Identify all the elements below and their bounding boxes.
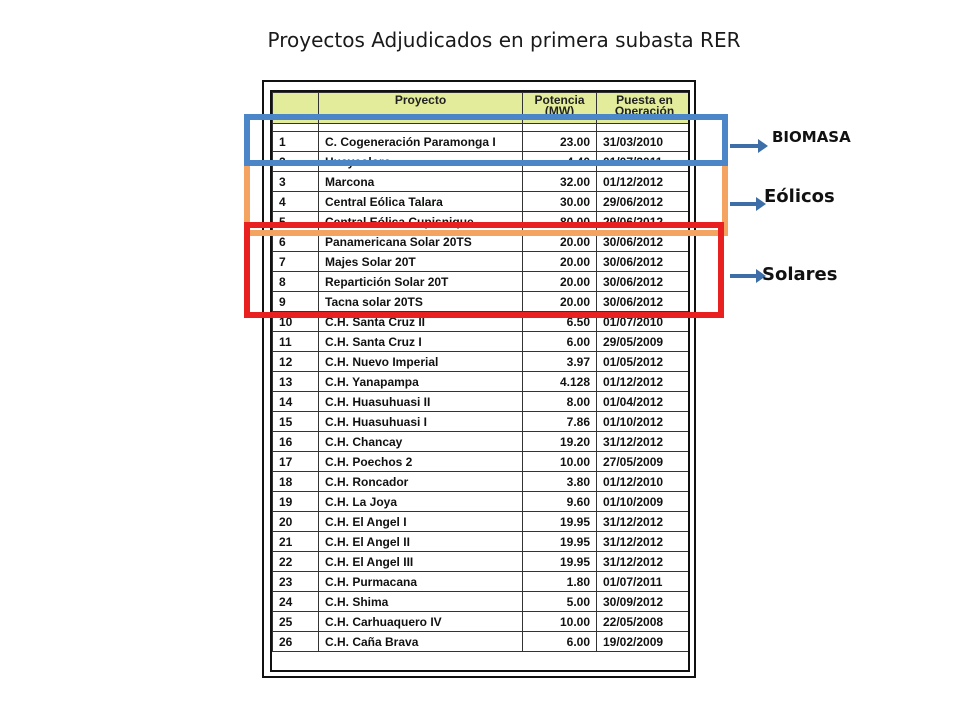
cell-proyecto: C.H. Yanapampa xyxy=(319,372,523,392)
cell-puesta: 30/06/2012 xyxy=(597,232,691,252)
cell-potencia: 19.95 xyxy=(523,512,597,532)
cell-potencia: 20.00 xyxy=(523,292,597,312)
table-row xyxy=(273,412,691,432)
slide-title: Proyectos Adjudicados en primera subasta RER xyxy=(267,28,741,52)
cell-proyecto: C.H. Roncador xyxy=(319,472,523,492)
cell-puesta: 01/07/2011 xyxy=(597,572,691,592)
table-row xyxy=(273,332,691,352)
table-row xyxy=(273,452,691,472)
cell-puesta: 30/06/2012 xyxy=(597,252,691,272)
cell-proyecto: C.H. El Angel I xyxy=(319,512,523,532)
projects-table xyxy=(272,92,690,652)
table-row xyxy=(273,312,691,332)
cell-proyecto: C.H. Poechos 2 xyxy=(319,452,523,472)
cell-puesta: 29/06/2012 xyxy=(597,212,691,232)
cell-proyecto: Huaycoloro xyxy=(319,152,523,172)
spacer-cell xyxy=(273,124,319,132)
cell-potencia: 3.97 xyxy=(523,352,597,372)
cell-num: 22 xyxy=(273,552,319,572)
cell-proyecto: Marcona xyxy=(319,172,523,192)
eolicos-arrow-icon xyxy=(730,202,758,206)
cell-puesta: 31/12/2012 xyxy=(597,512,691,532)
cell-num: 3 xyxy=(273,172,319,192)
table-row xyxy=(273,292,691,312)
cell-potencia: 19.20 xyxy=(523,432,597,452)
table-row xyxy=(273,492,691,512)
table-row xyxy=(273,512,691,532)
table-row xyxy=(273,632,691,652)
cell-proyecto: Panamericana Solar 20TS xyxy=(319,232,523,252)
cell-num: 21 xyxy=(273,532,319,552)
cell-num: 2 xyxy=(273,152,319,172)
header-potencia xyxy=(523,93,597,124)
cell-proyecto: C.H. Santa Cruz II xyxy=(319,312,523,332)
header-num-label xyxy=(273,93,318,95)
table-row xyxy=(273,592,691,612)
table-row xyxy=(273,212,691,232)
cell-puesta: 01/07/2011 xyxy=(597,152,691,172)
table-row xyxy=(273,572,691,592)
cell-puesta: 01/04/2012 xyxy=(597,392,691,412)
cell-puesta: 01/10/2012 xyxy=(597,412,691,432)
cell-proyecto: Majes Solar 20T xyxy=(319,252,523,272)
cell-puesta: 22/05/2008 xyxy=(597,612,691,632)
table-row xyxy=(273,172,691,192)
cell-proyecto: C.H. Santa Cruz I xyxy=(319,332,523,352)
cell-proyecto: C.H. Shima xyxy=(319,592,523,612)
table-header-row xyxy=(273,93,691,124)
cell-puesta: 31/12/2012 xyxy=(597,552,691,572)
cell-num: 8 xyxy=(273,272,319,292)
cell-num: 20 xyxy=(273,512,319,532)
table-row xyxy=(273,132,691,152)
spacer-cell xyxy=(597,124,691,132)
table-spacer-row xyxy=(273,124,691,132)
cell-num: 9 xyxy=(273,292,319,312)
cell-proyecto: C. Cogeneración Paramonga I xyxy=(319,132,523,152)
cell-num: 24 xyxy=(273,592,319,612)
cell-num: 13 xyxy=(273,372,319,392)
table-row xyxy=(273,372,691,392)
cell-num: 15 xyxy=(273,412,319,432)
table-row xyxy=(273,432,691,452)
cell-puesta: 01/05/2012 xyxy=(597,352,691,372)
projects-table-container xyxy=(270,90,690,672)
header-puesta-label: Puesta en Operación xyxy=(614,93,675,118)
cell-puesta: 29/05/2009 xyxy=(597,332,691,352)
cell-puesta: 31/03/2010 xyxy=(597,132,691,152)
cell-proyecto: C.H. La Joya xyxy=(319,492,523,512)
cell-puesta: 30/06/2012 xyxy=(597,272,691,292)
cell-num: 26 xyxy=(273,632,319,652)
cell-potencia: 9.60 xyxy=(523,492,597,512)
cell-potencia: 8.00 xyxy=(523,392,597,412)
cell-num: 4 xyxy=(273,192,319,212)
cell-num: 5 xyxy=(273,212,319,232)
biomasa-arrow-icon xyxy=(730,144,760,148)
cell-proyecto: C.H. El Angel III xyxy=(319,552,523,572)
eolicos-label: Eólicos xyxy=(764,186,835,207)
cell-proyecto: C.H. El Angel II xyxy=(319,532,523,552)
cell-num: 10 xyxy=(273,312,319,332)
cell-proyecto: Central Eólica Talara xyxy=(319,192,523,212)
spacer-cell xyxy=(523,124,597,132)
cell-puesta: 31/12/2012 xyxy=(597,532,691,552)
cell-num: 11 xyxy=(273,332,319,352)
cell-potencia: 23.00 xyxy=(523,132,597,152)
table-row xyxy=(273,152,691,172)
cell-potencia: 20.00 xyxy=(523,232,597,252)
solares-label: Solares xyxy=(762,264,838,285)
cell-proyecto: Tacna solar 20TS xyxy=(319,292,523,312)
table-body xyxy=(273,124,691,652)
cell-potencia: 20.00 xyxy=(523,272,597,292)
cell-potencia: 4.128 xyxy=(523,372,597,392)
table-row xyxy=(273,352,691,372)
cell-num: 23 xyxy=(273,572,319,592)
header-proyecto-label: Proyecto xyxy=(394,93,447,107)
table-row xyxy=(273,272,691,292)
cell-potencia: 6.50 xyxy=(523,312,597,332)
header-puesta xyxy=(597,93,691,124)
cell-puesta: 01/12/2012 xyxy=(597,372,691,392)
cell-proyecto: Repartición Solar 20T xyxy=(319,272,523,292)
cell-num: 6 xyxy=(273,232,319,252)
cell-puesta: 27/05/2009 xyxy=(597,452,691,472)
table-row xyxy=(273,612,691,632)
header-potencia-label: Potencia (MW) xyxy=(534,93,585,118)
cell-potencia: 6.00 xyxy=(523,632,597,652)
cell-proyecto: C.H. Caña Brava xyxy=(319,632,523,652)
cell-potencia: 19.95 xyxy=(523,532,597,552)
cell-puesta: 31/12/2012 xyxy=(597,432,691,452)
solares-arrow-icon xyxy=(730,274,758,278)
cell-puesta: 30/09/2012 xyxy=(597,592,691,612)
cell-potencia: 80.00 xyxy=(523,212,597,232)
cell-potencia: 32.00 xyxy=(523,172,597,192)
cell-puesta: 19/02/2009 xyxy=(597,632,691,652)
table-row xyxy=(273,252,691,272)
cell-potencia: 3.80 xyxy=(523,472,597,492)
cell-puesta: 01/12/2010 xyxy=(597,472,691,492)
table-row xyxy=(273,552,691,572)
cell-puesta: 01/07/2010 xyxy=(597,312,691,332)
cell-proyecto: Central Eólica Cupisnique xyxy=(319,212,523,232)
cell-puesta: 30/06/2012 xyxy=(597,292,691,312)
table-row xyxy=(273,472,691,492)
cell-potencia: 10.00 xyxy=(523,452,597,472)
cell-potencia: 7.86 xyxy=(523,412,597,432)
cell-num: 7 xyxy=(273,252,319,272)
cell-num: 12 xyxy=(273,352,319,372)
cell-num: 1 xyxy=(273,132,319,152)
cell-num: 25 xyxy=(273,612,319,632)
header-proyecto xyxy=(319,93,523,124)
cell-num: 16 xyxy=(273,432,319,452)
cell-potencia: 30.00 xyxy=(523,192,597,212)
cell-puesta: 29/06/2012 xyxy=(597,192,691,212)
cell-proyecto: C.H. Nuevo Imperial xyxy=(319,352,523,372)
cell-proyecto: C.H. Huasuhuasi II xyxy=(319,392,523,412)
cell-proyecto: C.H. Chancay xyxy=(319,432,523,452)
cell-num: 17 xyxy=(273,452,319,472)
cell-potencia: 5.00 xyxy=(523,592,597,612)
cell-proyecto: C.H. Huasuhuasi I xyxy=(319,412,523,432)
cell-puesta: 01/12/2012 xyxy=(597,172,691,192)
cell-potencia: 19.95 xyxy=(523,552,597,572)
cell-potencia: 4.40 xyxy=(523,152,597,172)
cell-num: 19 xyxy=(273,492,319,512)
projects-table-frame xyxy=(262,80,696,678)
cell-num: 18 xyxy=(273,472,319,492)
biomasa-label: BIOMASA xyxy=(772,128,851,146)
cell-proyecto: C.H. Carhuaquero IV xyxy=(319,612,523,632)
spacer-cell xyxy=(319,124,523,132)
table-row xyxy=(273,232,691,252)
cell-num: 14 xyxy=(273,392,319,412)
cell-potencia: 20.00 xyxy=(523,252,597,272)
cell-proyecto: C.H. Purmacana xyxy=(319,572,523,592)
cell-potencia: 10.00 xyxy=(523,612,597,632)
header-num xyxy=(273,93,319,124)
table-row xyxy=(273,532,691,552)
cell-potencia: 6.00 xyxy=(523,332,597,352)
table-row xyxy=(273,392,691,412)
cell-potencia: 1.80 xyxy=(523,572,597,592)
cell-puesta: 01/10/2009 xyxy=(597,492,691,512)
table-row xyxy=(273,192,691,212)
